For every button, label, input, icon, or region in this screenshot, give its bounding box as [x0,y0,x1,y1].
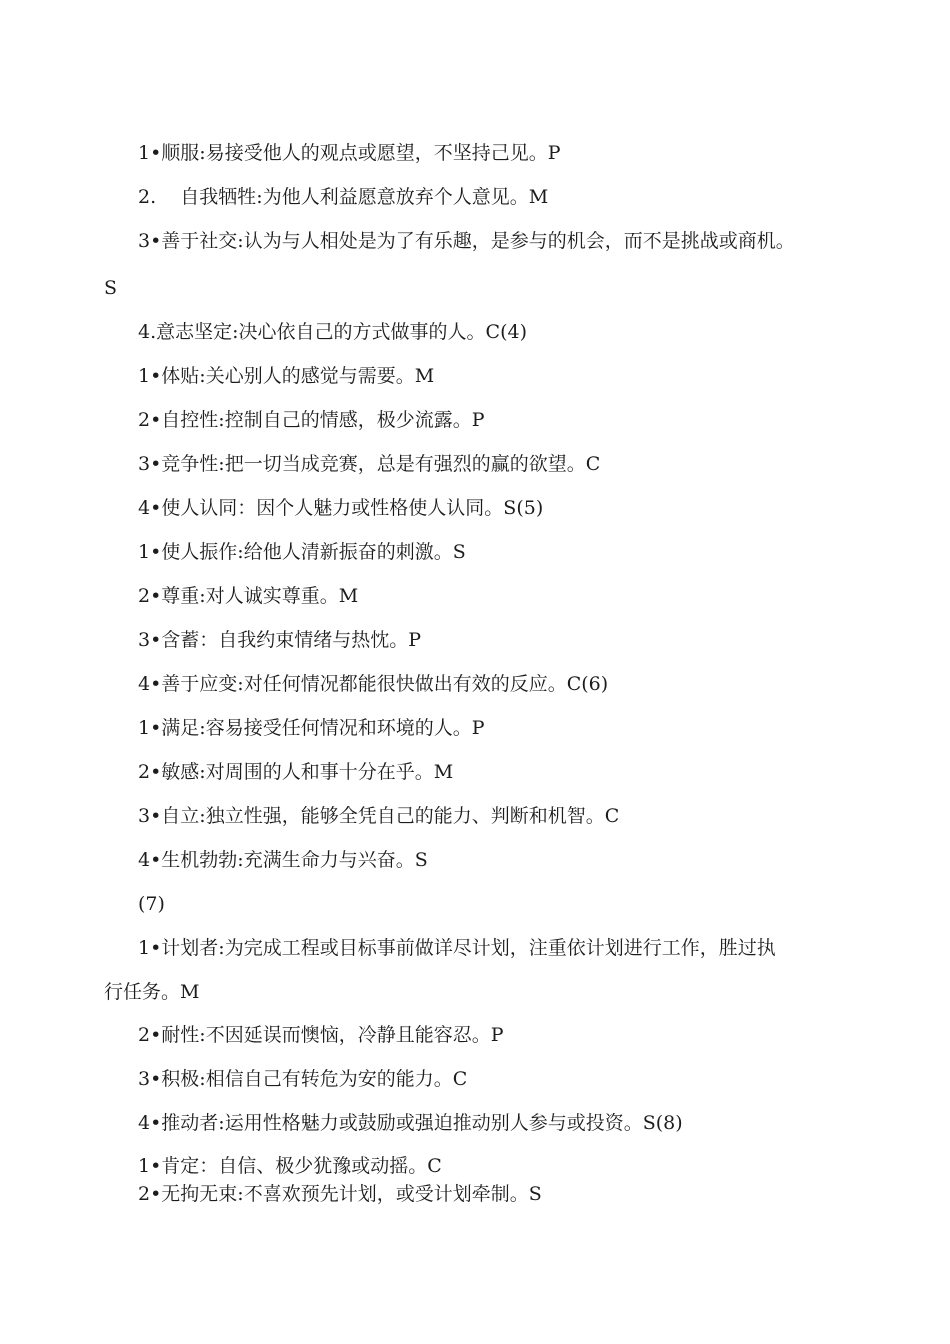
text-line: 4•使人认同：因个人魅力或性格使人认同。S(5) [138,497,544,519]
text-line: 4•推动者:运用性格魅力或鼓励或强迫推动别人参与或投资。S(8) [138,1112,683,1134]
text-line: S [104,277,118,299]
text-line: 1•满足:容易接受任何情况和环境的人。P [138,717,485,739]
text-line: 1•计划者:为完成工程或目标事前做详尽计划，注重依计划进行工作，胜过执 [138,937,776,959]
text-line: 2. 自我牺牲:为他人利益愿意放弃个人意见。M [138,186,549,208]
text-line: 1•体贴:关心别人的感觉与需要。M [138,365,435,387]
text-line: 2•尊重:对人诚实尊重。M [138,585,359,607]
text-line: 3•含蓄：自我约束情绪与热忱。P [138,629,422,651]
text-line: (7) [138,893,165,915]
text-line: 4.意志坚定:决心依自己的方式做事的人。C(4) [138,321,527,343]
text-line: 2•敏感:对周围的人和事十分在乎。M [138,761,454,783]
text-line: 1•顺服:易接受他人的观点或愿望，不坚持己见。P [138,142,561,164]
text-line: 1•肯定：自信、极少犹豫或动摇。C [138,1155,442,1177]
text-line: 1•使人振作:给他人清新振奋的刺激。S [138,541,466,563]
text-line: 3•竞争性:把一切当成竞赛，总是有强烈的赢的欲望。C [138,453,601,475]
text-line: 4•生机勃勃:充满生命力与兴奋。S [138,849,428,871]
text-line: 3•自立:独立性强，能够全凭自己的能力、判断和机智。C [138,805,620,827]
text-line: 行任务。M [104,981,200,1003]
text-line: 2•无拘无束:不喜欢预先计划，或受计划牵制。S [138,1183,542,1205]
text-line: 2•耐性:不因延误而懊恼，冷静且能容忍。P [138,1024,504,1046]
text-line: 2•自控性:控制自己的情感，极少流露。P [138,409,485,431]
text-line: 4•善于应变:对任何情况都能很快做出有效的反应。C(6) [138,673,609,695]
text-line: 3•积极:相信自己有转危为安的能力。C [138,1068,468,1090]
text-line: 3•善于社交:认为与人相处是为了有乐趣，是参与的机会，而不是挑战或商机。 [138,230,795,252]
